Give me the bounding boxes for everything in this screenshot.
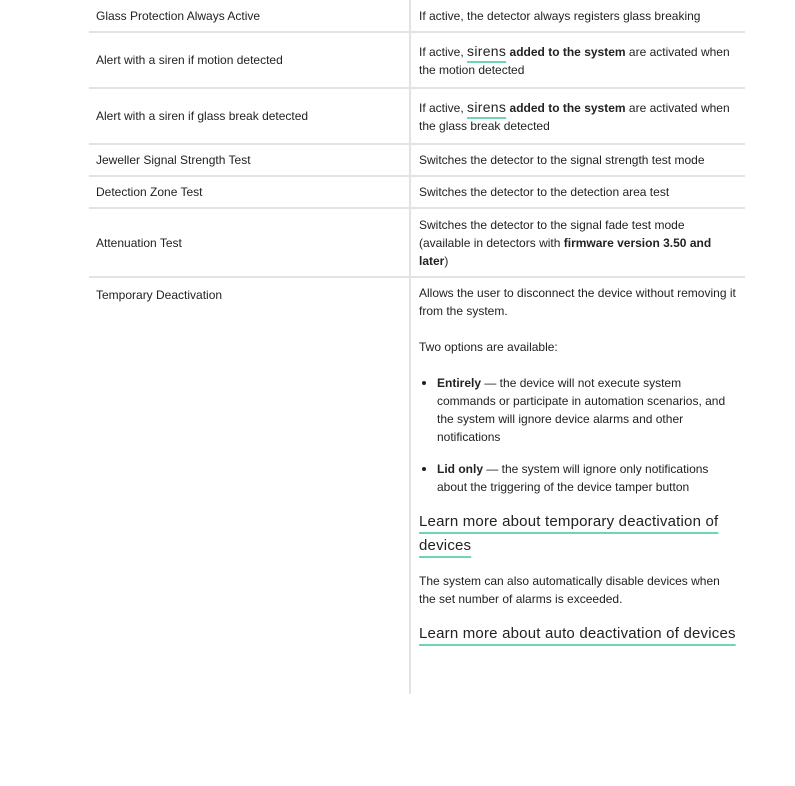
- setting-name: Alert with a siren if glass break detected: [96, 109, 309, 123]
- setting-name: Alert with a siren if motion detected: [96, 53, 283, 67]
- table-row: [89, 33, 745, 89]
- setting-name: Temporary Deactivation: [96, 288, 223, 302]
- setting-description: If active, the detector always registers glass breaking: [409, 0, 745, 31]
- table-row: [89, 209, 745, 278]
- table-row: [89, 0, 745, 33]
- auto-deactivation-link[interactable]: Learn more about auto deactivation of devices: [419, 625, 736, 642]
- setting-name: Jeweller Signal Strength Test: [96, 153, 251, 167]
- setting-description: If active, sirens added to the system are activated when the glass break detected: [409, 89, 745, 143]
- setting-description: Switches the detector to the detection area test: [409, 177, 745, 207]
- table-row: [89, 278, 745, 694]
- setting-name: Detection Zone Test: [96, 185, 203, 199]
- table-row: [89, 145, 745, 177]
- setting-name: Glass Protection Always Active: [96, 8, 261, 23]
- setting-description: If active, sirens added to the system are activated when the motion detected: [409, 33, 745, 87]
- temporary-deactivation-link[interactable]: Learn more about temporary deactivation of devices: [419, 513, 719, 554]
- table-row: [89, 177, 745, 209]
- options-intro: Two options are available:: [419, 340, 558, 354]
- setting-description: [409, 278, 745, 694]
- setting-description: Switches the detector to the signal strength test mode: [409, 145, 745, 175]
- list-item: • Entirely — the device will not execute system commands or participate in automation scenarios, and the system will ignore device alarms and other notifications: [437, 374, 737, 446]
- options-list: [419, 374, 737, 510]
- sirens-link[interactable]: sirens: [467, 98, 507, 115]
- deactivation-intro: Allows the user to disconnect the device without removing it from the system.: [419, 286, 736, 318]
- setting-name: Attenuation Test: [96, 235, 182, 250]
- settings-table: [89, 0, 745, 694]
- auto-deactivation-text: The system can also automatically disable devices when the set number of alarms is exceeded.: [419, 574, 720, 606]
- setting-description: Switches the detector to the signal fade test mode (available in detectors with firmware version 3.50 and later): [409, 209, 745, 276]
- table-row: [89, 89, 745, 145]
- list-item: • Lid only — the system will ignore only notifications about the triggering of the device tamper button: [437, 460, 737, 496]
- sirens-link[interactable]: sirens: [467, 42, 507, 59]
